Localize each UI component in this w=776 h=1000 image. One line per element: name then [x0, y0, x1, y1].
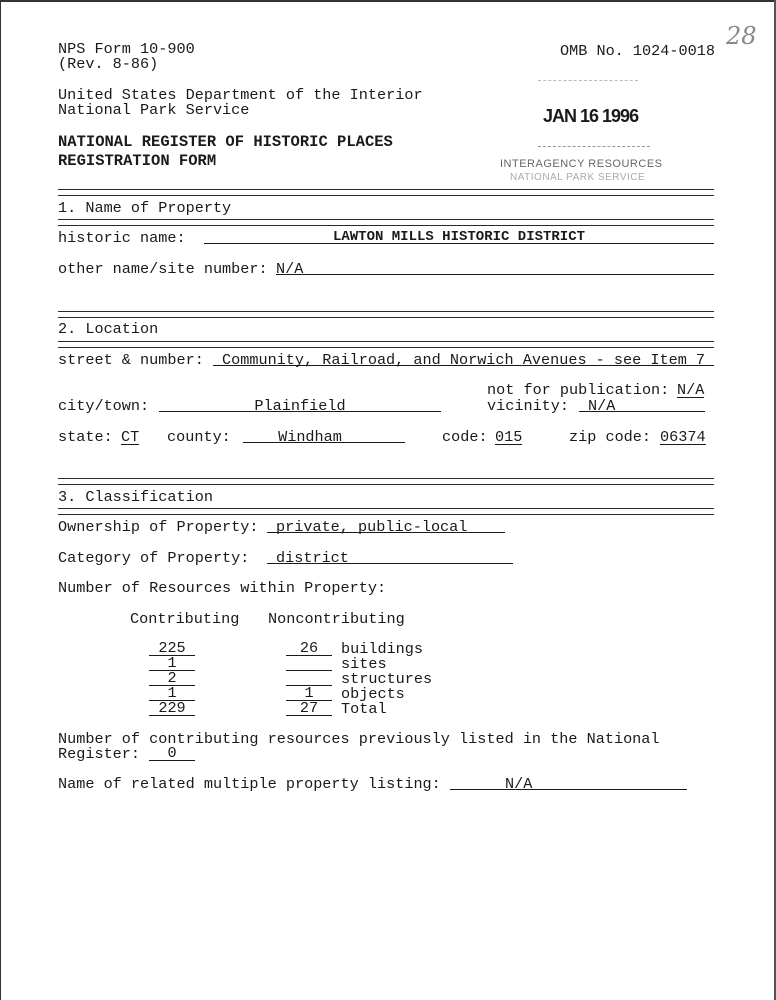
city-value: Plainfield	[254, 397, 346, 415]
historic-name-label: historic name:	[58, 229, 186, 247]
contributing-total: 229	[149, 702, 195, 716]
code-label: code:	[442, 428, 488, 446]
noncontributing-count	[286, 657, 332, 671]
section1-heading: 1. Name of Property	[58, 199, 232, 217]
handwritten-number: 28	[726, 22, 757, 50]
section-divider	[58, 219, 714, 226]
contributing-count: 1	[149, 687, 195, 701]
not-for-publication-value: N/A	[677, 381, 705, 399]
noncontributing-count: 1	[286, 687, 332, 701]
multiple-listing-value: N/A	[505, 775, 533, 793]
state-value: CT	[121, 428, 140, 446]
county-value: Windham	[278, 428, 342, 446]
city-label: city/town:	[58, 397, 150, 415]
section-divider	[58, 508, 714, 515]
department-name: United States Department of the Interior	[58, 86, 423, 104]
contributing-count: 2	[149, 672, 195, 686]
vicinity-value: N/A	[588, 397, 616, 415]
ownership-label: Ownership of Property:	[58, 518, 259, 536]
contributing-header: Contributing	[130, 610, 240, 628]
resource-type: structures	[341, 670, 433, 688]
multiple-listing-underline	[450, 789, 687, 790]
resource-type-total: Total	[341, 700, 387, 718]
scan-edge-left	[0, 0, 1, 1000]
other-name-underline	[276, 274, 714, 275]
vicinity-label: vicinity:	[487, 397, 570, 415]
section2-heading: 2. Location	[58, 320, 159, 338]
section3-heading: 3. Classification	[58, 488, 213, 506]
county-label: county:	[167, 428, 231, 446]
not-for-publication-label: not for publication:	[487, 381, 670, 399]
stamp-top-border	[538, 80, 638, 81]
category-label: Category of Property:	[58, 549, 250, 567]
form-revision: (Rev. 8-86)	[58, 55, 159, 73]
stamp-line1: INTERAGENCY RESOURCES	[500, 158, 663, 170]
previously-listed-label-line1: Number of contributing resources previously listed in the National	[58, 730, 660, 748]
omb-number: OMB No. 1024-0018	[560, 42, 715, 60]
contributing-count: 1	[149, 657, 195, 671]
contributing-count: 225	[149, 642, 195, 656]
historic-name-value: LAWTON MILLS HISTORIC DISTRICT	[332, 229, 586, 245]
other-name-label: other name/site number:	[58, 260, 268, 278]
form-id: NPS Form 10-900	[58, 40, 195, 58]
stamp-bottom-border	[538, 146, 650, 147]
zip-value: 06374	[660, 428, 706, 446]
previously-listed-label-line2: Register:	[58, 745, 141, 763]
form-title-line2: REGISTRATION FORM	[58, 152, 217, 170]
stamp-line2: NATIONAL PARK SERVICE	[510, 172, 646, 183]
section-divider	[58, 341, 714, 348]
resource-type: buildings	[341, 640, 424, 658]
ownership-value: private, public-local	[276, 518, 468, 536]
category-value: district	[276, 549, 349, 567]
section-divider	[58, 478, 714, 485]
resource-type: objects	[341, 685, 405, 703]
form-title-line1: NATIONAL REGISTER OF HISTORIC PLACES	[58, 133, 393, 151]
service-name: National Park Service	[58, 101, 250, 119]
state-label: state:	[58, 428, 113, 446]
zip-label: zip code:	[569, 428, 652, 446]
section-divider	[58, 189, 714, 196]
previously-listed-value: 0	[149, 747, 195, 761]
multiple-listing-label: Name of related multiple property listing:	[58, 775, 441, 793]
stamp-date: JAN 16 1996	[543, 106, 639, 126]
section-divider	[58, 311, 714, 318]
street-label: street & number:	[58, 351, 204, 369]
resources-label: Number of Resources within Property:	[58, 579, 387, 597]
noncontributing-header: Noncontributing	[268, 610, 405, 628]
code-value: 015	[495, 428, 523, 446]
scan-edge-top	[0, 0, 776, 2]
other-name-value: N/A	[276, 260, 304, 278]
resource-type: sites	[341, 655, 387, 673]
street-value: Community, Railroad, and Norwich Avenues - see Item 7	[222, 351, 706, 369]
noncontributing-total: 27	[286, 702, 332, 716]
noncontributing-count: 26	[286, 642, 332, 656]
